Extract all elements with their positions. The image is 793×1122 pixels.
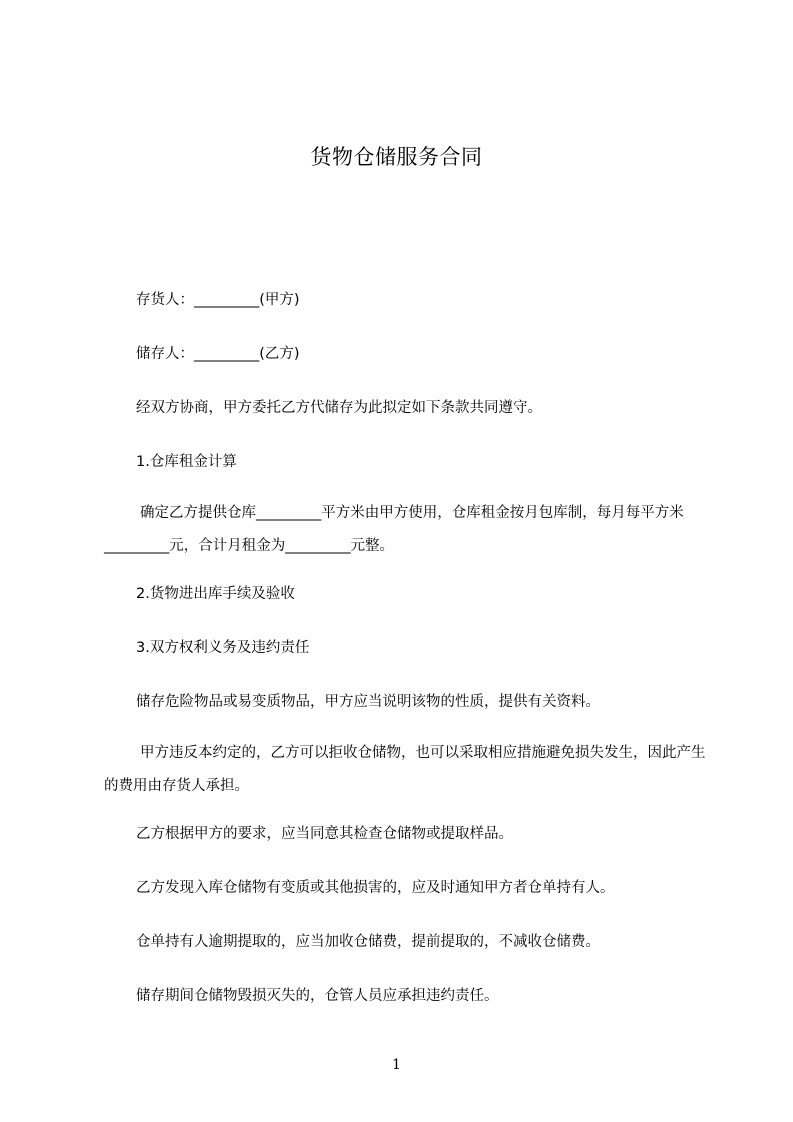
section-heading-rights-obligations: 3.双方权利义务及违约责任 — [136, 640, 310, 656]
damage-notice-paragraph: 乙方发现入库仓储物有变质或其他损害的，应及时通知甲方者仓单持有人。 — [136, 880, 615, 896]
page-number: 1 — [392, 1057, 401, 1073]
contract-title: 货物仓储服务合同 — [310, 145, 483, 169]
hazardous-goods-paragraph: 储存危险物品或易变质物品，甲方应当说明该物的性质，提供有关资料。 — [136, 694, 600, 710]
inspection-paragraph: 乙方根据甲方的要求，应当同意其检查仓储物或提取样品。 — [136, 826, 513, 842]
late-pickup-paragraph: 仓单持有人逾期提取的，应当加收仓储费，提前提取的，不减收仓储费。 — [136, 934, 600, 950]
custodian-line: 储存人：_________(乙方) — [136, 346, 300, 362]
section-heading-inbound-outbound: 2.货物进出库手续及验收 — [136, 586, 295, 602]
refusal-paragraph: 甲方违反本约定的，乙方可以拒收仓储物，也可以采取相应措施避免损失发生，因此产生的费用由存货人承担。 — [104, 745, 706, 794]
depositor-line: 存货人：_________(甲方) — [136, 292, 300, 308]
liability-paragraph: 储存期间仓储物毁损灭失的，仓管人员应承担违约责任。 — [136, 988, 499, 1004]
agreement-intro: 经双方协商，甲方委托乙方代储存为此拟定如下条款共同遵守。 — [136, 400, 542, 416]
rent-calculation-paragraph: 确定乙方提供仓库_________平方米由甲方使用，仓库租金按月包库制，每月每平方米_________元，合计月租金为_________元整。 — [104, 505, 684, 554]
section-heading-rent: 1.仓库租金计算 — [136, 454, 237, 470]
